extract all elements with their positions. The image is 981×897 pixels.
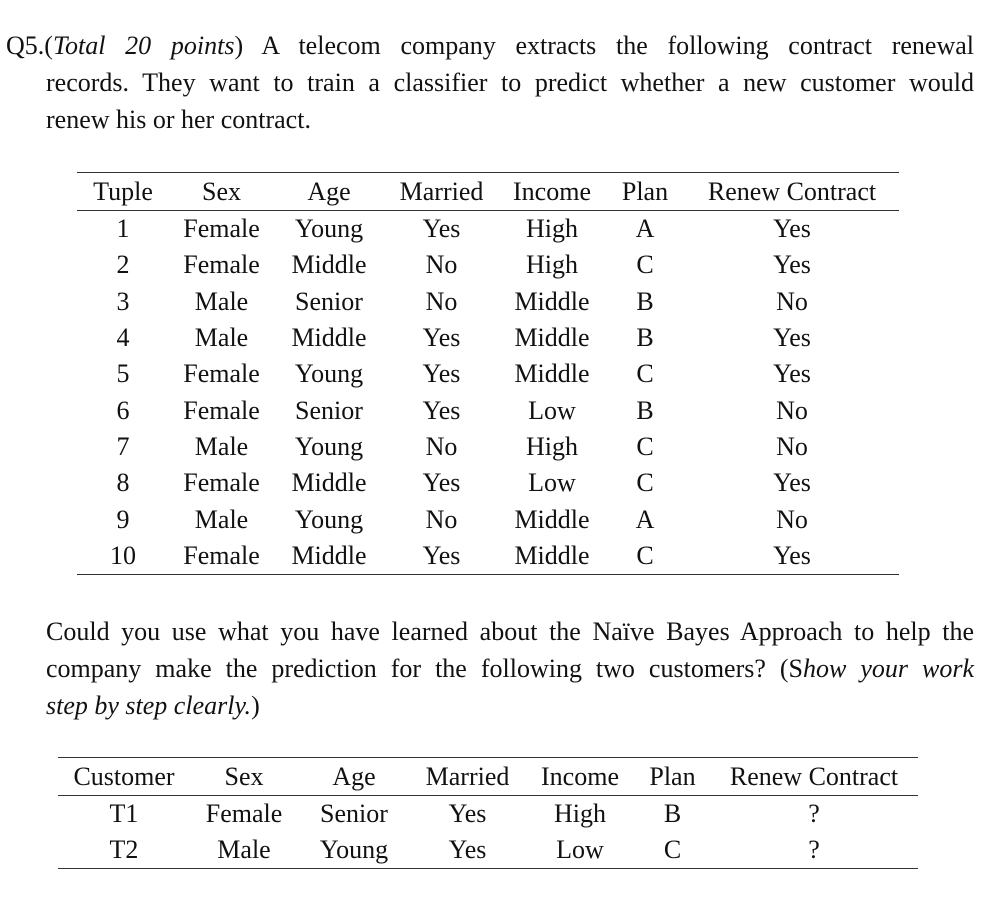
records-cell: Male [194, 323, 249, 353]
records-cell: C [636, 540, 654, 570]
records-cell: Yes [422, 468, 461, 498]
records-row [77, 392, 899, 428]
customers-table [58, 757, 918, 869]
records-cell: C [636, 359, 654, 389]
records-cell: Young [294, 214, 364, 244]
records-cell: C [636, 431, 654, 461]
records-cell: Middle [514, 323, 590, 353]
customers-cell: C [663, 835, 682, 864]
records-cell: Senior [295, 286, 363, 316]
records-row [77, 320, 899, 356]
records-cell: Female [183, 468, 260, 498]
close-paren: ) [234, 31, 244, 60]
records-cell: No [425, 286, 458, 316]
records-cell: Low [528, 395, 576, 425]
records-cell: Yes [422, 395, 461, 425]
question-number: Q5. [6, 31, 45, 60]
records-cell: Young [294, 504, 364, 534]
customers-header-cell: Customer [58, 758, 190, 796]
records-cell: C [636, 250, 654, 280]
records-cell: Middle [291, 323, 367, 353]
records-cell: C [636, 468, 654, 498]
question-points: Total 20 points [52, 31, 235, 60]
records-cell: Yes [773, 214, 811, 244]
records-cell: No [425, 504, 458, 534]
records-cell: Female [183, 250, 260, 280]
records-cell: Middle [514, 359, 590, 389]
customers-body [58, 796, 918, 869]
prompt-line3-suffix: ) [251, 691, 260, 720]
records-header-cell: Sex [169, 173, 274, 211]
records-cell: Female [183, 359, 260, 389]
records-cell: B [636, 323, 654, 353]
records-cell: Yes [773, 540, 811, 570]
records-row [77, 465, 899, 501]
customers-cell: Yes [448, 835, 487, 864]
question-body [46, 64, 974, 138]
records-cell: Male [194, 504, 249, 534]
records-cell: Middle [291, 540, 367, 570]
records-header-cell: Tuple [77, 173, 169, 211]
records-row [77, 247, 899, 283]
records-cell: Female [183, 540, 260, 570]
prompt-line2-text: company make the prediction for the following two customers? (S [46, 654, 804, 683]
records-cell: Middle [291, 468, 367, 498]
customers-cell: T1 [109, 799, 139, 828]
records-cell: 8 [116, 468, 130, 498]
customers-header-row [58, 758, 918, 796]
customers-cell: Senior [320, 799, 388, 828]
customers-header-cell: Age [298, 758, 410, 796]
customers-cell: ? [808, 835, 820, 864]
records-cell: No [776, 431, 808, 461]
records-table [77, 172, 899, 575]
records-cell: Yes [773, 468, 811, 498]
records-cell: Yes [773, 323, 811, 353]
records-row [77, 501, 899, 537]
records-row [77, 284, 899, 320]
records-cell: Male [194, 286, 249, 316]
customers-row [58, 796, 918, 833]
prompt-line2 [46, 650, 974, 687]
records-cell: Young [294, 359, 364, 389]
records-cell: Senior [295, 395, 363, 425]
customers-cell: High [554, 799, 606, 828]
records-cell: 1 [116, 214, 130, 244]
records-cell: No [776, 286, 808, 316]
customers-cell: ? [808, 799, 820, 828]
records-row [77, 211, 899, 248]
records-header-cell: Married [384, 173, 499, 211]
open-paren: ( [44, 31, 53, 60]
customers-cell: Young [319, 835, 389, 864]
records-cell: High [526, 431, 578, 461]
records-cell: Yes [773, 250, 811, 280]
prompt-line2-italic: how your work [803, 654, 975, 683]
records-cell: Yes [422, 540, 461, 570]
records-row [77, 538, 899, 575]
question-line2: records. They want to train a classifier to predict whether a new customer would [46, 68, 974, 97]
prompt-paragraph [46, 613, 974, 724]
records-cell: High [526, 214, 578, 244]
records-cell: Yes [773, 359, 811, 389]
prompt-line3 [46, 687, 974, 724]
customers-header-cell: Sex [190, 758, 298, 796]
customers-cell: Male [217, 835, 271, 864]
records-cell: B [636, 395, 654, 425]
records-cell: Yes [422, 214, 461, 244]
records-cell: Male [194, 431, 249, 461]
records-cell: Yes [422, 359, 461, 389]
records-header-cell: Renew Contract [685, 173, 899, 211]
records-cell: B [636, 286, 654, 316]
records-cell: 5 [116, 359, 130, 389]
prompt-line3-italic: step by step clearly. [46, 691, 252, 720]
records-cell: A [635, 214, 655, 244]
records-cell: No [425, 431, 458, 461]
records-header-cell: Income [499, 173, 605, 211]
question-first-line [6, 28, 974, 64]
question-line3: renew his or her contract. [46, 105, 311, 134]
records-cell: No [425, 250, 458, 280]
records-cell: 3 [116, 286, 130, 316]
records-header-cell: Age [274, 173, 384, 211]
customers-cell: Female [205, 799, 283, 828]
customers-header-cell: Renew Contract [710, 758, 918, 796]
records-cell: Low [528, 468, 576, 498]
records-cell: 10 [110, 540, 136, 570]
records-cell: 2 [116, 250, 130, 280]
records-cell: 9 [116, 504, 130, 534]
records-cell: Middle [514, 504, 590, 534]
records-cell: High [526, 250, 578, 280]
customers-row [58, 832, 918, 869]
prompt-line1: Could you use what you have learned about the Naïve Bayes Approach to help the [46, 617, 974, 646]
records-cell: No [776, 504, 808, 534]
records-cell: Young [294, 431, 364, 461]
customers-cell: Low [556, 835, 604, 864]
records-cell: Female [183, 214, 260, 244]
records-header-cell: Plan [605, 173, 685, 211]
customers-cell: Yes [448, 799, 487, 828]
records-cell: 7 [116, 431, 130, 461]
records-cell: Middle [514, 540, 590, 570]
records-header-row [77, 173, 899, 211]
customers-cell: B [663, 799, 682, 828]
records-cell: 6 [116, 395, 130, 425]
records-cell: Middle [291, 250, 367, 280]
customers-header-cell: Income [525, 758, 635, 796]
records-row [77, 429, 899, 465]
customers-cell: T2 [109, 835, 139, 864]
records-cell: 4 [116, 323, 130, 353]
customers-header-cell: Plan [635, 758, 710, 796]
records-row [77, 356, 899, 392]
customers-header-cell: Married [410, 758, 525, 796]
records-cell: Yes [422, 323, 461, 353]
records-cell: A [635, 504, 655, 534]
records-cell: Female [183, 395, 260, 425]
records-body [77, 211, 899, 575]
question-line1-text: A telecom company extracts the following contract renewal [261, 31, 974, 60]
records-cell: No [776, 395, 808, 425]
records-cell: Middle [514, 286, 590, 316]
